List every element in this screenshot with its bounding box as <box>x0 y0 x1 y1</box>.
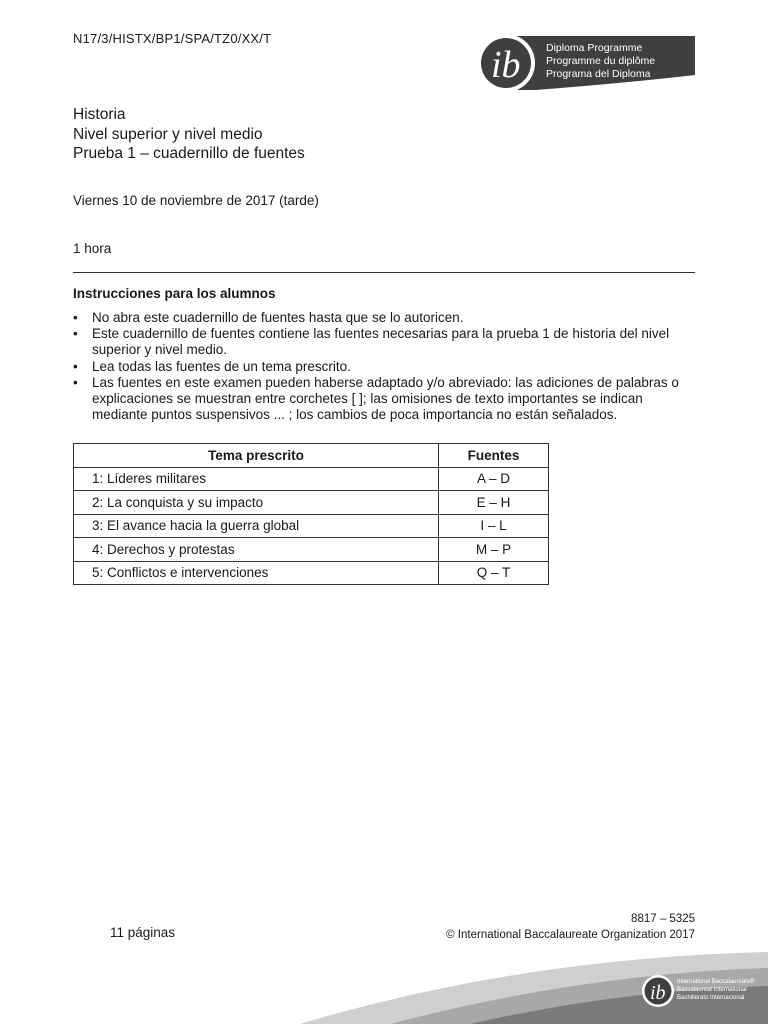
header-topic: Tema prescrito <box>74 444 439 468</box>
instruction-text: Este cuadernillo de fuentes contiene las fuentes necesarias para la prueba 1 de historia del nivel superior y nivel medio. <box>92 326 670 358</box>
bullet-icon: • <box>73 310 78 325</box>
table-row <box>74 561 549 585</box>
bullet-icon: • <box>73 326 78 342</box>
instruction-item <box>73 375 698 424</box>
svg-text:ib: ib <box>491 44 521 86</box>
table-row <box>74 514 549 538</box>
logo-line-2: Programme du diplôme <box>546 55 656 67</box>
table-row <box>74 491 549 515</box>
instruction-item <box>73 326 698 358</box>
instruction-item <box>73 310 698 326</box>
header-sources: Fuentes <box>439 444 549 468</box>
title-block <box>73 105 305 164</box>
instruction-item <box>73 359 698 375</box>
exam-duration: 1 hora <box>73 241 112 256</box>
logo-line-3: Programa del Diploma <box>546 68 651 80</box>
exam-code: N17/3/HISTX/BP1/SPA/TZ0/XX/T <box>73 31 272 46</box>
copyright: © International Baccalaureate Organization 2017 <box>446 928 695 941</box>
sources-cell: Q – T <box>439 561 549 585</box>
logo-line-1: Diploma Programme <box>546 42 643 54</box>
bullet-icon: • <box>73 358 78 374</box>
bullet-icon: • <box>73 374 78 390</box>
topics-table <box>73 443 549 585</box>
reference-code: 8817 – 5325 <box>631 913 695 925</box>
divider <box>73 272 695 273</box>
ib-logo-icon <box>642 975 674 1007</box>
ib-logo-icon <box>476 33 696 93</box>
sources-cell: I – L <box>439 514 549 538</box>
table-row <box>74 538 549 562</box>
footer-logo-line-2: Baccalauréat International <box>677 987 747 993</box>
page-count: 11 páginas <box>110 925 176 940</box>
reference-block <box>446 912 695 943</box>
footer-logo-line-3: Bachillerato Internacional <box>677 995 745 1001</box>
topic-cell: 4: Derechos y protestas <box>74 538 439 562</box>
topic-cell: 3: El avance hacia la guerra global <box>74 514 439 538</box>
instructions-list <box>73 310 698 423</box>
svg-text:ib: ib <box>650 982 666 1004</box>
footer-swoosh <box>0 950 768 1024</box>
instruction-text: Lea todas las fuentes de un tema prescrito. <box>92 358 351 374</box>
level-title: Nivel superior y nivel medio <box>73 125 263 143</box>
topic-cell: 1: Líderes militares <box>74 467 439 491</box>
instruction-text: Las fuentes en este examen pueden haberse adaptado y/o abreviado: las adiciones de palabras o explicaciones se muestran entre corchetes [ ]; las omisiones de texto importantes se indican mediante puntos suspensivos ... ; los cambios de poca importancia no están señalados. <box>92 374 679 423</box>
sources-cell: E – H <box>439 491 549 515</box>
instructions-heading: Instrucciones para los alumnos <box>73 286 276 301</box>
sources-cell: M – P <box>439 538 549 562</box>
instruction-text: No abra este cuadernillo de fuentes hasta que se lo autoricen. <box>92 310 464 325</box>
footer-logo-line-1: International Baccalaureate® <box>677 979 755 985</box>
sources-cell: A – D <box>439 467 549 491</box>
topic-cell: 2: La conquista y su impacto <box>74 491 439 515</box>
table-row <box>74 467 549 491</box>
topic-cell: 5: Conflictos e intervenciones <box>74 561 439 585</box>
exam-date: Viernes 10 de noviembre de 2017 (tarde) <box>73 193 319 208</box>
paper-title: Prueba 1 – cuadernillo de fuentes <box>73 145 305 162</box>
table-header-row <box>74 444 549 468</box>
subject-title: Historia <box>73 106 126 123</box>
